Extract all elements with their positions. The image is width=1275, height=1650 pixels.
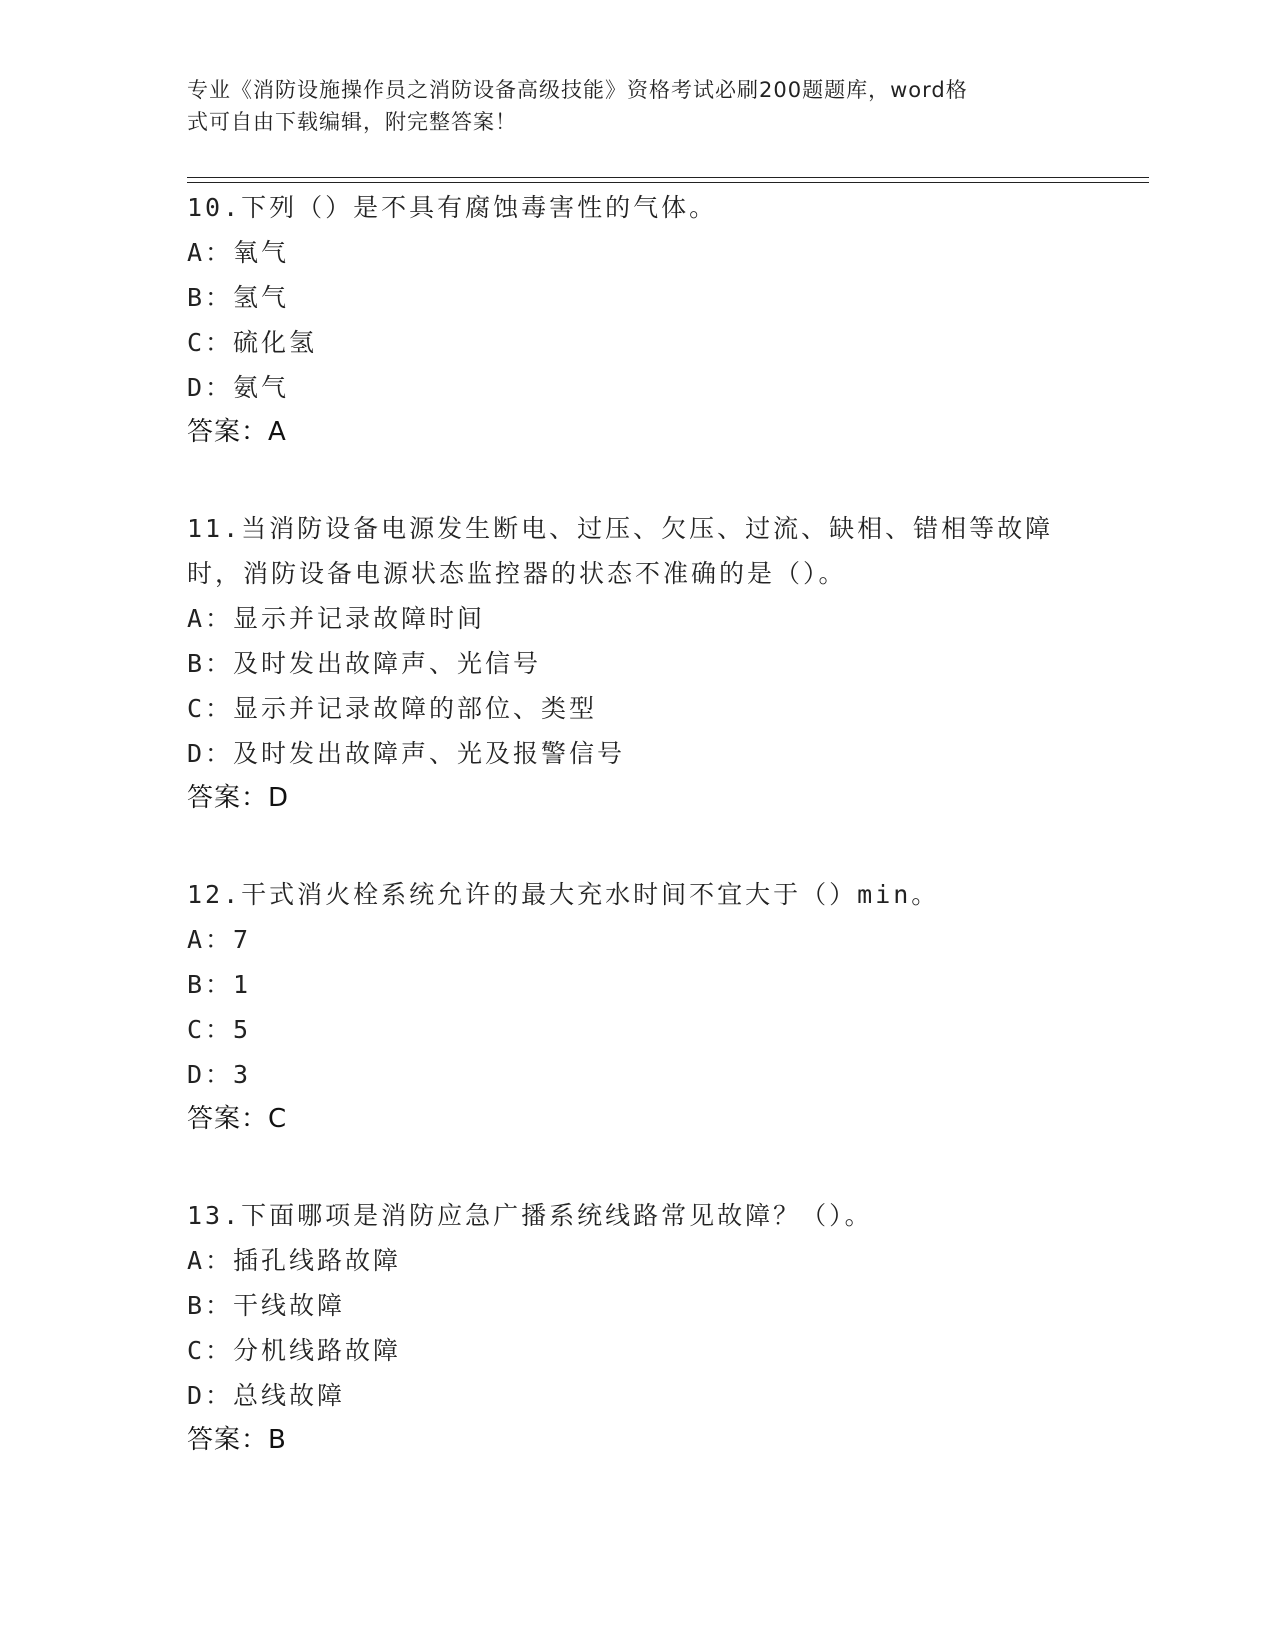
question-11 xyxy=(187,506,1087,821)
question-stem: 12.干式消火栓系统允许的最大充水时间不宜大于（）min。 xyxy=(187,880,940,909)
question-list xyxy=(187,185,1087,1463)
header-divider-bottom xyxy=(187,182,1149,183)
answer-line: 答案：D xyxy=(187,783,290,813)
question-stem-line-1: 11.当消防设备电源发生断电、过压、欠压、过流、缺相、错相等故障 xyxy=(187,514,1054,543)
option-b: B：及时发出故障声、光信号 xyxy=(187,649,542,678)
header-line-1: 专业《消防设施操作员之消防设备高级技能》资格考试必刷200题题库，word格 xyxy=(187,78,968,102)
option-a: A：7 xyxy=(187,925,252,954)
question-12 xyxy=(187,872,1087,1142)
question-stem: 13.下面哪项是消防应急广播系统线路常见故障？（）。 xyxy=(187,1201,873,1230)
option-c: C：5 xyxy=(187,1015,252,1044)
answer-line: 答案：A xyxy=(187,417,287,447)
option-d: D：氨气 xyxy=(187,373,290,402)
header-line-2: 式可自由下载编辑，附完整答案！ xyxy=(187,110,517,134)
header-divider-top xyxy=(187,177,1149,178)
option-d: D：总线故障 xyxy=(187,1381,346,1410)
option-b: B：1 xyxy=(187,970,252,999)
option-c: C：分机线路故障 xyxy=(187,1336,402,1365)
option-b: B：氢气 xyxy=(187,283,290,312)
question-spacer xyxy=(187,821,1087,872)
question-10 xyxy=(187,185,1087,455)
question-stem: 10.下列（）是不具有腐蚀毒害性的气体。 xyxy=(187,193,718,222)
option-a: A：氧气 xyxy=(187,238,290,267)
option-d: D：及时发出故障声、光及报警信号 xyxy=(187,739,626,768)
answer-line: 答案：B xyxy=(187,1425,287,1455)
answer-line: 答案：C xyxy=(187,1104,288,1134)
option-d: D：3 xyxy=(187,1060,252,1089)
question-spacer xyxy=(187,455,1087,506)
option-b: B：干线故障 xyxy=(187,1291,346,1320)
question-13 xyxy=(187,1193,1087,1463)
question-stem-line-2: 时，消防设备电源状态监控器的状态不准确的是（）。 xyxy=(187,559,847,588)
option-a: A：插孔线路故障 xyxy=(187,1246,402,1275)
option-c: C：显示并记录故障的部位、类型 xyxy=(187,694,598,723)
option-a: A：显示并记录故障时间 xyxy=(187,604,486,633)
question-spacer xyxy=(187,1142,1087,1193)
document-header xyxy=(187,74,1087,138)
option-c: C：硫化氢 xyxy=(187,328,318,357)
